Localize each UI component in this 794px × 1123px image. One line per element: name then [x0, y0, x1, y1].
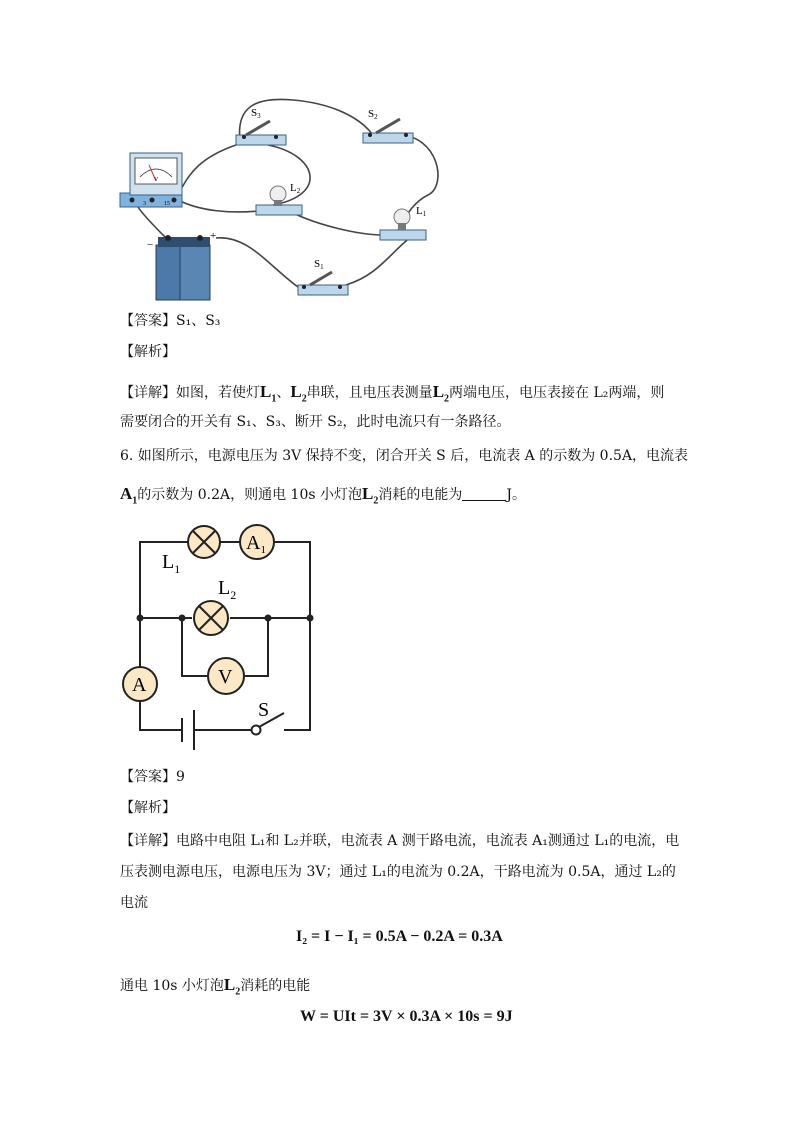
symbol-subscript: 2: [373, 495, 379, 507]
battery-plus-label: +: [210, 230, 217, 242]
symbol-letter: A: [120, 484, 133, 503]
wire: [284, 618, 310, 730]
ammeter-a1-sub: 1: [260, 544, 266, 556]
ammeter-a1-label: A: [246, 532, 261, 554]
detail-text: 需要闭合的开关有 S₁、S₃、断开 S₂，此时电流只有一条路径。: [120, 414, 511, 430]
symbol-letter: L: [260, 382, 272, 401]
symbol-a1: [120, 484, 138, 507]
symbol-l2: [432, 382, 450, 405]
q5-detail-line-2: [120, 412, 511, 432]
svg-text:L2: [290, 182, 301, 195]
wire: [274, 542, 310, 618]
switch-s2: [363, 108, 413, 143]
detail-text: 两端电压，电压表接在 L₂两端，则: [449, 385, 665, 401]
switch-s-symbol: [252, 699, 285, 735]
current-formula: [296, 928, 503, 946]
lamp-l2-label: L: [290, 182, 297, 194]
analysis-tag: 【解析】: [120, 344, 176, 360]
switch-s1-sub: 1: [320, 263, 324, 271]
physical-circuit-figure: [118, 95, 458, 305]
symbol-subscript: 2: [301, 393, 307, 405]
detail-text: 电路中电阻 L₁和 L₂并联，电流表 A 测干路电流，电流表 A₁测通过 L₁的电流，电: [176, 833, 680, 849]
symbol-letter: L: [290, 382, 302, 401]
svg-text:L1: [162, 551, 180, 576]
q6-detail-line-3: [120, 893, 148, 913]
answer-text: 9: [176, 769, 185, 785]
detail-text: 通电 10s 小灯泡: [120, 978, 224, 994]
detail-text: 电流: [120, 895, 148, 911]
wire: [346, 235, 413, 285]
wire: [293, 213, 383, 235]
junction-dot: [307, 615, 314, 622]
battery-symbol: [182, 710, 194, 750]
symbol-letter: L: [362, 484, 374, 503]
lamp-l2-label: L: [218, 577, 231, 599]
switch-s2-sub: 2: [374, 113, 378, 121]
voltmeter-label: V: [218, 666, 233, 688]
wire: [178, 200, 268, 212]
lamp-l2-symbol: [194, 601, 228, 635]
wire: [138, 207, 166, 238]
answer-tag: 【答案】: [120, 313, 176, 329]
battery-pack: [147, 230, 216, 300]
svg-text:S2: [368, 108, 378, 121]
ammeter-a1-symbol: [240, 525, 274, 559]
lamp-l1-sub: 1: [422, 210, 427, 218]
q5-answer: [120, 311, 220, 331]
svg-text:S1: [314, 258, 324, 271]
q6-detail-line-2: [120, 862, 676, 882]
answer-blank: [462, 486, 506, 501]
detail-text: 如图，若使灯: [176, 385, 260, 401]
lamp-l2-sub: 2: [296, 187, 301, 195]
voltmeter-device: [120, 153, 182, 207]
answer-tag: 【答案】: [120, 769, 176, 785]
switch-s2-label: S: [368, 108, 375, 120]
voltmeter-terminal-15: 15: [164, 201, 170, 207]
switch-s1-label: S: [314, 258, 321, 270]
energy-intro-line: [120, 975, 310, 1002]
q6-answer: [120, 767, 185, 787]
junction-dot: [265, 615, 272, 622]
symbol-l1: [260, 382, 277, 405]
lamp-l1-symbol: [188, 526, 220, 558]
detail-text: 消耗的电能: [240, 978, 311, 994]
question-text: 6. 如图所示，电源电压为 3V 保持不变，闭合开关 S 后，电流表 A 的示数为 0.5A，电流表: [120, 448, 689, 464]
symbol-subscript: 1: [132, 495, 138, 507]
wire: [244, 618, 268, 676]
symbol-l2: [290, 382, 307, 405]
svg-text:L2: [218, 577, 236, 602]
switch-s1: [298, 258, 348, 295]
junction-dot: [137, 615, 144, 622]
lamp-l1: [380, 205, 427, 240]
q5-analysis-tag: [120, 342, 176, 362]
question-text: J。: [506, 487, 526, 503]
wire: [216, 238, 298, 287]
ammeter-a-symbol: [123, 667, 157, 701]
voltmeter-unit-label: V: [154, 177, 159, 183]
symbol-subscript: 1: [271, 393, 277, 405]
switch-s3: [236, 107, 286, 145]
lamp-l1-label: L: [416, 205, 423, 217]
ammeter-a-label: A: [132, 674, 147, 696]
switch-s3-sub: 3: [257, 112, 261, 120]
q6-question-line-1: [120, 446, 688, 466]
lamp-l1-sub: 1: [174, 562, 181, 576]
lamp-l2-sub: 2: [230, 588, 237, 602]
analysis-tag: 【解析】: [120, 800, 176, 816]
symbol-l2: [223, 975, 241, 998]
detail-tag: 【详解】: [120, 833, 176, 849]
question-text: 消耗的电能为: [378, 487, 463, 503]
q6-question-line-2: [120, 484, 526, 511]
lamp-l1-label: L: [162, 551, 175, 573]
q6-analysis-tag: [120, 798, 176, 818]
svg-text:L1: [416, 205, 427, 218]
voltmeter-symbol: [208, 658, 244, 694]
switch-s-label: S: [258, 699, 270, 721]
svg-text:S3: [251, 107, 261, 120]
formula-text: W = UIt = 3V × 0.3A × 10s = 9J: [300, 1008, 513, 1025]
energy-formula: [300, 1008, 513, 1026]
detail-text: 、: [276, 385, 291, 401]
junction-dot: [179, 615, 186, 622]
symbol-letter: L: [223, 975, 236, 994]
voltmeter-terminal-3: 3: [143, 201, 146, 207]
symbol-subscript: 2: [444, 393, 450, 405]
symbol-letter: L: [432, 382, 445, 401]
switch-s3-label: S: [251, 107, 258, 119]
formula-text: I₂ = I − I₁ = 0.5A − 0.2A = 0.3A: [296, 928, 503, 945]
detail-tag: 【详解】: [120, 385, 176, 401]
answer-text: S₁、S₃: [176, 313, 221, 329]
detail-text: 串联，且电压表测量: [306, 385, 433, 401]
wire: [140, 701, 182, 730]
symbol-l2: [362, 484, 379, 507]
battery-minus-label: −: [147, 239, 154, 251]
question-text: 的示数为 0.2A，则通电 10s 小灯泡: [137, 487, 363, 503]
circuit-schematic: [118, 520, 328, 755]
symbol-subscript: 2: [235, 986, 241, 998]
q6-detail-line-1: [120, 831, 679, 851]
detail-text: 压表测电源电压，电源电压为 3V；通过 L₁的电流为 0.2A，干路电流为 0.5A，通过 L₂的: [120, 864, 676, 880]
q5-detail-line-1: [120, 382, 664, 409]
